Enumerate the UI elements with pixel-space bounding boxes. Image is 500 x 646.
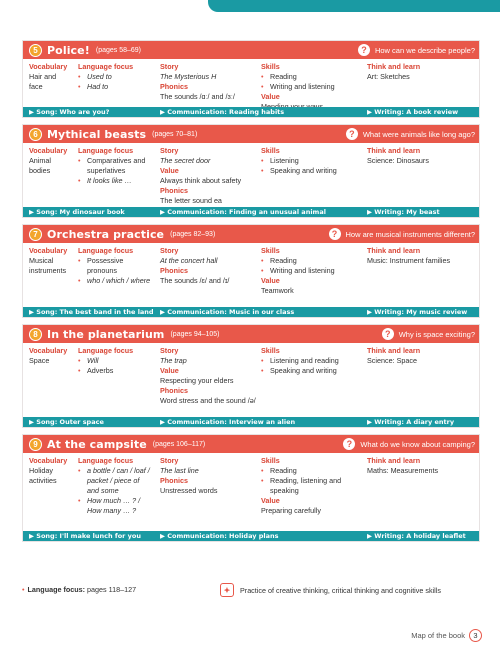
unit-pages: (pages 58–69) — [95, 46, 142, 54]
bullet-item — [78, 356, 153, 366]
bullet-icon: • — [261, 156, 264, 165]
unit-pages: (pages 82–93) — [170, 230, 216, 238]
bullet-icon: • — [78, 82, 81, 91]
value-text: Always think about safety — [160, 176, 242, 185]
vocabulary-text: activities — [29, 476, 57, 485]
bullet-item — [78, 366, 153, 376]
question-icon: ? — [346, 128, 358, 140]
communication-link[interactable] — [160, 308, 294, 316]
unit-number: 8 — [29, 328, 42, 341]
story-title: The last line — [160, 466, 199, 475]
skills-column — [261, 146, 361, 176]
communication-link[interactable] — [160, 418, 295, 426]
bullet-icon: • — [78, 276, 81, 285]
value-label: Value — [261, 92, 280, 101]
bullet-icon: • — [78, 72, 81, 81]
story-heading: Story — [160, 456, 179, 465]
song-link-text: Song: I'll make lunch for you — [36, 532, 141, 540]
vocabulary-column — [29, 456, 81, 486]
bullet-icon: • — [261, 356, 264, 365]
phonics-text: Unstressed words — [160, 486, 218, 495]
writing-link-text: Writing: A holiday leaflet — [374, 532, 466, 540]
think-learn-heading: Think and learn — [367, 62, 421, 71]
top-decor-bar — [208, 0, 500, 12]
value-text: Respecting your elders — [160, 376, 234, 385]
think-learn-text: Science: Space — [367, 356, 417, 365]
bullet-item — [261, 476, 361, 496]
story-title: The secret door — [160, 156, 211, 165]
vocabulary-heading: Vocabulary — [29, 346, 68, 355]
vocabulary-text: instruments — [29, 266, 67, 275]
bullet-text: who / which / where — [87, 276, 151, 285]
skills-heading: Skills — [261, 62, 280, 71]
skills-heading: Skills — [261, 456, 280, 465]
bullet-text: Adverbs — [87, 366, 114, 375]
skills-column — [261, 62, 361, 112]
vocabulary-column — [29, 246, 81, 276]
bullet-text: Reading, listening and speaking — [270, 476, 342, 495]
bullet-item — [261, 466, 361, 476]
communication-link-text: Communication: Interview an alien — [167, 418, 296, 426]
story-column — [160, 146, 260, 206]
think-learn-heading: Think and learn — [367, 246, 421, 255]
vocabulary-text: bodies — [29, 166, 51, 175]
vocabulary-text: Space — [29, 356, 50, 365]
bullet-item — [78, 176, 153, 186]
skills-column — [261, 246, 361, 296]
bullet-text: Possessive pronouns — [87, 256, 124, 275]
phonics-label: Phonics — [160, 186, 188, 195]
play-arrow-icon: ▶ — [29, 532, 37, 540]
question-icon: ? — [358, 44, 370, 56]
story-column — [160, 246, 260, 286]
language-focus-heading: Language focus — [78, 346, 134, 355]
story-title: The trap — [160, 356, 187, 365]
song-link[interactable] — [29, 308, 154, 316]
unit-footer — [23, 307, 479, 317]
skills-heading: Skills — [261, 246, 280, 255]
bullet-text: Had to — [87, 82, 109, 91]
bullet-item — [261, 366, 361, 376]
unit-number: 7 — [29, 228, 42, 241]
question-text: How can we describe people? — [374, 45, 475, 55]
bullet-item — [261, 156, 361, 166]
bullet-item — [78, 156, 153, 176]
legend-language-focus-label: Language focus: — [27, 585, 86, 594]
unit-number: 6 — [29, 128, 42, 141]
value-label: Value — [261, 276, 280, 285]
bullet-text: Speaking and writing — [270, 366, 337, 375]
phonics-text: The sounds /ɑː/ and /ɜː/ — [160, 92, 235, 101]
brain-icon: ✦ — [220, 583, 234, 597]
skills-column — [261, 456, 361, 516]
language-focus-heading: Language focus — [78, 246, 134, 255]
units-list — [22, 40, 480, 548]
bullet-text: How much … ? / How many … ? — [87, 496, 141, 515]
bullet-icon: • — [78, 496, 81, 505]
song-link[interactable] — [29, 532, 141, 540]
bullet-icon: • — [261, 166, 264, 175]
writing-link-text: Writing: My music review — [374, 308, 468, 316]
question-text: What were animals like long ago? — [362, 129, 475, 139]
writing-link[interactable] — [367, 308, 467, 316]
unit-title: In the planetarium — [47, 327, 165, 341]
unit-7 — [22, 224, 480, 318]
bullet-text: Reading — [270, 256, 297, 265]
question-icon: ? — [343, 438, 355, 450]
value-text: Teamwork — [261, 286, 294, 295]
unit-number: 5 — [29, 44, 42, 57]
communication-link-text: Communication: Music in our class — [167, 308, 295, 316]
song-link[interactable] — [29, 108, 109, 116]
bullet-item — [78, 256, 153, 276]
bullet-icon: • — [261, 476, 264, 485]
phonics-text: The sounds /ɛ/ and /ɪ/ — [160, 276, 230, 285]
writing-link-text: Writing: A book review — [374, 108, 459, 116]
bullet-item — [78, 72, 153, 82]
legend-practice-text: Practice of creative thinking, critical thinking and cognitive skills — [240, 585, 441, 595]
bullet-text: It looks like … — [87, 176, 132, 185]
bullet-text: Writing and listening — [270, 82, 335, 91]
bullet-icon: • — [261, 256, 264, 265]
communication-link-text: Communication: Holiday plans — [167, 532, 279, 540]
bullet-item — [261, 72, 361, 82]
song-link-text: Song: My dinosaur book — [36, 208, 125, 216]
unit-title: Police! — [47, 43, 90, 57]
communication-link-text: Communication: Reading habits — [167, 108, 285, 116]
play-arrow-icon: ▶ — [160, 208, 168, 216]
unit-header — [23, 225, 479, 243]
bullet-text: Writing and listening — [270, 266, 335, 275]
bullet-icon: • — [261, 82, 264, 91]
bullet-icon: • — [78, 366, 81, 375]
legend-language-focus — [22, 585, 136, 594]
bullet-item — [261, 356, 361, 366]
bullet-item — [261, 166, 361, 176]
vocabulary-column — [29, 62, 81, 92]
unit-header — [23, 41, 479, 59]
bullet-item — [261, 266, 361, 276]
play-arrow-icon: ▶ — [29, 418, 37, 426]
bullet-item — [78, 276, 153, 286]
play-arrow-icon: ▶ — [367, 208, 375, 216]
unit-pages: (pages 94–105) — [170, 330, 220, 338]
bullet-icon: • — [261, 266, 264, 275]
story-heading: Story — [160, 246, 179, 255]
play-arrow-icon: ▶ — [367, 418, 375, 426]
bullet-icon: • — [78, 466, 81, 475]
value-label: Value — [261, 496, 280, 505]
language-focus-column — [78, 246, 153, 286]
play-arrow-icon: ▶ — [367, 308, 375, 316]
think-learn-text: Music: Instrument families — [367, 256, 451, 265]
unit-footer — [23, 531, 479, 541]
phonics-label: Phonics — [160, 476, 188, 485]
value-text: Preparing carefully — [261, 506, 321, 515]
think-learn-heading: Think and learn — [367, 146, 421, 155]
language-focus-heading: Language focus — [78, 62, 134, 71]
unit-9 — [22, 434, 480, 542]
story-title: The Mysterious H — [160, 72, 217, 81]
think-learn-heading: Think and learn — [367, 456, 421, 465]
page-footer — [411, 628, 482, 642]
unit-question — [346, 127, 475, 141]
legend-language-focus-pages: pages 118–127 — [87, 585, 137, 594]
play-arrow-icon: ▶ — [160, 532, 168, 540]
skills-column — [261, 346, 361, 376]
bullet-icon: • — [261, 72, 264, 81]
communication-link[interactable] — [160, 208, 326, 216]
communication-link[interactable] — [160, 532, 279, 540]
song-link-text: Song: Who are you? — [36, 108, 110, 116]
unit-footer — [23, 107, 479, 117]
phonics-text: The letter sound ea — [160, 196, 222, 205]
phonics-label: Phonics — [160, 386, 188, 395]
question-icon: ? — [382, 328, 394, 340]
unit-8 — [22, 324, 480, 428]
language-focus-column — [78, 62, 153, 92]
question-text: What do we know about camping? — [360, 439, 475, 449]
bullet-text: Used to — [87, 72, 112, 81]
vocabulary-column — [29, 346, 81, 366]
think-learn-column — [367, 146, 477, 166]
bullet-text: Reading — [270, 466, 297, 475]
unit-title: At the campsite — [47, 437, 147, 451]
play-arrow-icon: ▶ — [367, 108, 375, 116]
question-icon: ? — [329, 228, 341, 240]
unit-question — [358, 43, 475, 57]
play-arrow-icon: ▶ — [29, 208, 37, 216]
bullet-item — [261, 256, 361, 266]
bullet-text: Reading — [270, 72, 297, 81]
language-focus-heading: Language focus — [78, 146, 134, 155]
legend — [22, 583, 480, 597]
think-learn-heading: Think and learn — [367, 346, 421, 355]
song-link[interactable] — [29, 208, 125, 216]
play-arrow-icon: ▶ — [367, 532, 375, 540]
unit-pages: (pages 106–117) — [152, 440, 206, 448]
unit-5 — [22, 40, 480, 118]
bullet-text: Listening and reading — [270, 356, 339, 365]
phonics-text: Word stress and the sound /ə/ — [160, 396, 256, 405]
phonics-label: Phonics — [160, 266, 188, 275]
value-label: Value — [160, 366, 179, 375]
unit-6 — [22, 124, 480, 218]
writing-link-text: Writing: A diary entry — [374, 418, 455, 426]
language-focus-column — [78, 346, 153, 376]
vocabulary-heading: Vocabulary — [29, 456, 68, 465]
vocabulary-text: Animal — [29, 156, 51, 165]
value-label: Value — [160, 166, 179, 175]
bullet-icon: • — [78, 176, 81, 185]
writing-link[interactable] — [367, 532, 466, 540]
play-arrow-icon: ▶ — [29, 308, 37, 316]
writing-link-text: Writing: My beast — [374, 208, 440, 216]
communication-link-text: Communication: Finding an unusual animal — [167, 208, 326, 216]
unit-question — [329, 227, 476, 241]
story-heading: Story — [160, 346, 179, 355]
story-heading: Story — [160, 146, 179, 155]
think-learn-column — [367, 456, 477, 476]
skills-heading: Skills — [261, 346, 280, 355]
communication-link[interactable] — [160, 108, 284, 116]
unit-header — [23, 125, 479, 143]
writing-link[interactable] — [367, 208, 440, 216]
song-link-text: Song: Outer space — [36, 418, 104, 426]
think-learn-text: Science: Dinosaurs — [367, 156, 429, 165]
writing-link[interactable] — [367, 418, 454, 426]
bullet-text: Listening — [270, 156, 299, 165]
bullet-text: a bottle / can / loaf / packet / piece of and some — [87, 466, 150, 495]
bullet-item — [261, 82, 361, 92]
bullet-icon: • — [78, 256, 81, 265]
think-learn-column — [367, 246, 477, 266]
phonics-label: Phonics — [160, 82, 188, 91]
play-arrow-icon: ▶ — [160, 418, 168, 426]
language-focus-column — [78, 146, 153, 186]
unit-title: Mythical beasts — [47, 127, 147, 141]
vocabulary-text: Hair and — [29, 72, 57, 81]
bullet-icon: • — [78, 356, 81, 365]
writing-link[interactable] — [367, 108, 458, 116]
language-focus-column — [78, 456, 153, 516]
bullet-icon: • — [261, 466, 264, 475]
bullet-icon: • — [78, 156, 81, 165]
unit-number: 9 — [29, 438, 42, 451]
bullet-item — [78, 82, 153, 92]
story-heading: Story — [160, 62, 179, 71]
vocabulary-heading: Vocabulary — [29, 246, 68, 255]
play-arrow-icon: ▶ — [160, 108, 168, 116]
play-arrow-icon: ▶ — [29, 108, 37, 116]
bullet-item — [78, 496, 153, 516]
vocabulary-column — [29, 146, 81, 176]
think-learn-column — [367, 62, 477, 82]
unit-footer — [23, 207, 479, 217]
bullet-text: Will — [87, 356, 99, 365]
song-link[interactable] — [29, 418, 104, 426]
unit-header — [23, 325, 479, 343]
story-column — [160, 346, 260, 406]
bullet-icon: • — [261, 366, 264, 375]
unit-footer — [23, 417, 479, 427]
bullet-item — [78, 466, 153, 496]
bullet-text: Comparatives and superlatives — [87, 156, 146, 175]
language-focus-heading: Language focus — [78, 456, 134, 465]
question-text: How are musical instruments different? — [345, 229, 475, 239]
vocabulary-text: Musical — [29, 256, 54, 265]
unit-title: Orchestra practice — [47, 227, 165, 241]
skills-heading: Skills — [261, 146, 280, 155]
story-title: At the concert hall — [160, 256, 218, 265]
footer-label: Map of the book — [411, 630, 465, 640]
play-arrow-icon: ▶ — [160, 308, 168, 316]
vocabulary-heading: Vocabulary — [29, 62, 68, 71]
think-learn-text: Art: Sketches — [367, 72, 410, 81]
think-learn-text: Maths: Measurements — [367, 466, 439, 475]
story-column — [160, 456, 260, 496]
unit-question — [382, 327, 475, 341]
bullet-icon: • — [22, 585, 25, 594]
bullet-text: Speaking and writing — [270, 166, 337, 175]
vocabulary-heading: Vocabulary — [29, 146, 68, 155]
unit-header — [23, 435, 479, 453]
unit-question — [343, 437, 475, 451]
vocabulary-text: Holiday — [29, 466, 53, 475]
vocabulary-text: face — [29, 82, 43, 91]
unit-pages: (pages 70–81) — [152, 130, 198, 138]
page-number: 3 — [469, 629, 482, 642]
story-column — [160, 62, 260, 102]
song-link-text: Song: The best band in the land — [36, 308, 154, 316]
question-text: Why is space exciting? — [398, 329, 475, 339]
legend-practice — [220, 583, 441, 597]
think-learn-column — [367, 346, 477, 366]
